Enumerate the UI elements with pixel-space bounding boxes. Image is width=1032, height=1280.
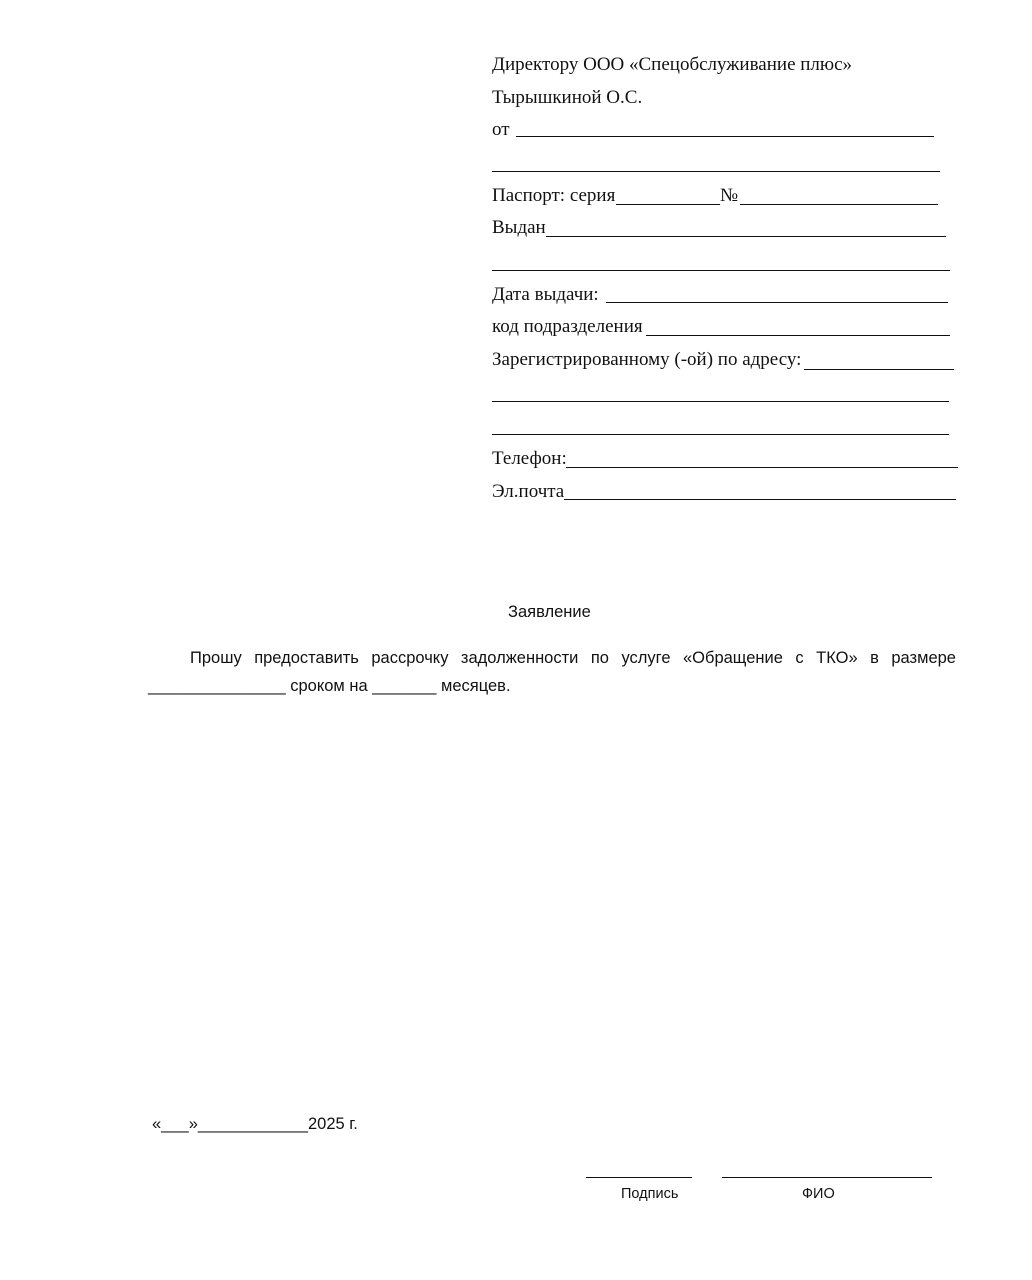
date-line: «___»____________2025 г. bbox=[152, 1115, 358, 1133]
phone-label: Телефон: bbox=[492, 448, 567, 469]
signature-caption: Подпись bbox=[621, 1186, 679, 1202]
email-label: Эл.почта bbox=[492, 481, 565, 502]
address-field-line3[interactable] bbox=[492, 434, 949, 435]
from-field-continuation[interactable] bbox=[492, 171, 940, 172]
request-text-line1: Прошу предоставить рассрочку задолженности по услуге «Обращение с ТКО» в размере bbox=[190, 649, 956, 667]
issued-by-field-continuation[interactable] bbox=[492, 270, 950, 271]
from-label: от bbox=[492, 119, 510, 140]
full-name-field[interactable] bbox=[722, 1177, 932, 1178]
request-text-line2: _______________ сроком на _______ месяцев. bbox=[148, 677, 511, 695]
issue-date-label: Дата выдачи: bbox=[492, 284, 599, 305]
passport-series-field[interactable] bbox=[616, 204, 720, 205]
passport-number-field[interactable] bbox=[740, 204, 938, 205]
address-field-line2[interactable] bbox=[492, 401, 949, 402]
passport-series-label: Паспорт: серия bbox=[492, 185, 616, 206]
addressee-line: Директору ООО «Спецобслуживание плюс» bbox=[492, 54, 853, 75]
division-code-field[interactable] bbox=[646, 335, 950, 336]
issued-by-field[interactable] bbox=[546, 236, 946, 237]
full-name-caption: ФИО bbox=[802, 1186, 835, 1202]
phone-field[interactable] bbox=[566, 467, 958, 468]
issue-date-field[interactable] bbox=[606, 302, 948, 303]
address-field[interactable] bbox=[804, 369, 954, 370]
signature-field[interactable] bbox=[586, 1177, 692, 1178]
addressee-name: Тырышкиной О.С. bbox=[492, 87, 643, 108]
document-title: Заявление bbox=[508, 603, 591, 621]
from-field[interactable] bbox=[516, 136, 934, 137]
issued-by-label: Выдан bbox=[492, 217, 546, 238]
division-code-label: код подразделения bbox=[492, 316, 643, 337]
address-label: Зарегистрированному (-ой) по адресу: bbox=[492, 349, 802, 370]
passport-number-label: № bbox=[720, 185, 739, 206]
email-field[interactable] bbox=[564, 499, 956, 500]
